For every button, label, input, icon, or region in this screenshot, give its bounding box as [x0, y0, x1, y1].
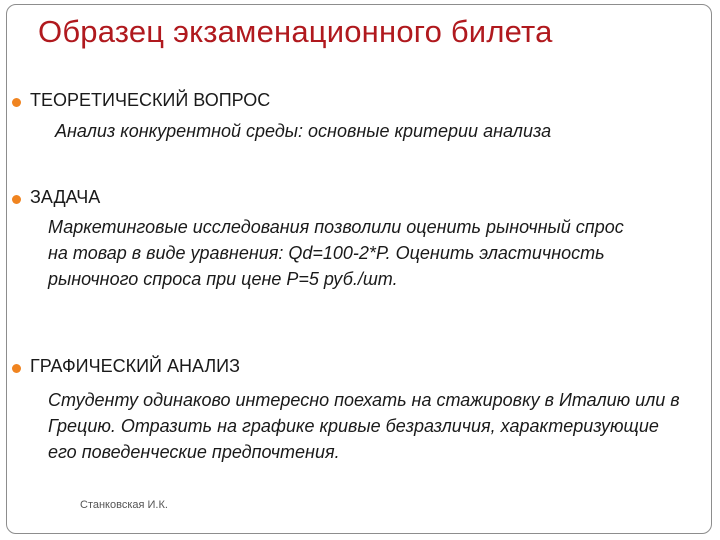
bullet-icon: [12, 364, 21, 373]
section-heading-theory: ТЕОРЕТИЧЕСКИЙ ВОПРОС: [30, 90, 271, 110]
author-footer: Станковская И.К.: [80, 499, 168, 511]
bullet-icon: [12, 98, 21, 107]
slide-title: Образец экзаменационного билета: [38, 14, 553, 49]
section-heading-graphic: ГРАФИЧЕСКИЙ АНАЛИЗ: [30, 356, 240, 376]
section-text-theory: Анализ конкурентной среды: основные критерии анализа: [55, 121, 552, 141]
section-text-graphic: Студенту одинаково интересно поехать на стажировку в Италию или в Грецию. Отразить на графике кривые безразличия, характеризующие его поведенческие предпочтения.: [48, 390, 680, 462]
section-heading-task: ЗАДАЧА: [30, 187, 101, 207]
section-text-task: Маркетинговые исследования позволили оценить рыночный спрос на товар в виде уравнения: Qd=100-2*P. Оценить эластичность рыночного спроса при цене P=5 руб./шт.: [48, 217, 624, 289]
bullet-icon: [12, 195, 21, 204]
